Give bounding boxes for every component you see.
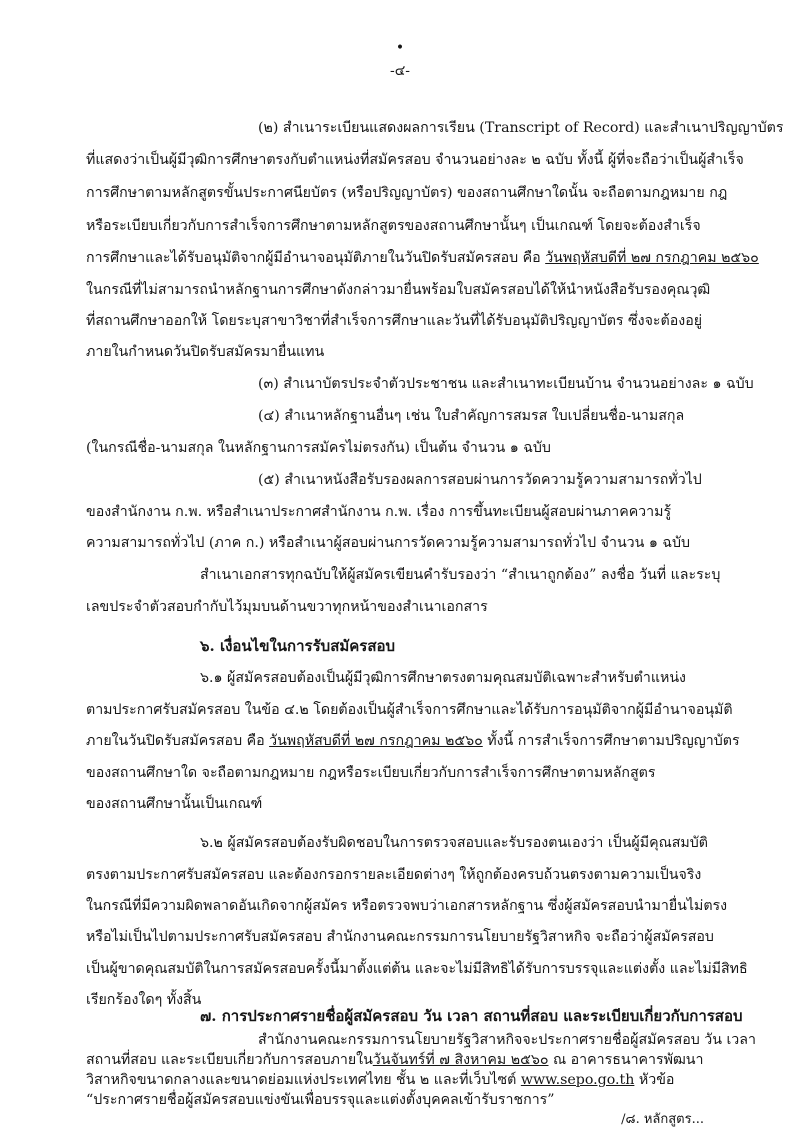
clause-6-1-line-4: ของสถานศึกษาใด จะถือตามกฎหมาย กฎหรือระเบียบเกี่ยวกับการสำเร็จการศึกษาตามหลักสูตร <box>86 765 656 781</box>
item-5-line-1: (๕) สำเนาหนังสือรับรองผลการสอบผ่านการวัดความรู้ความสามารถทั่วไป <box>258 472 702 488</box>
clause-6-1-line-3 <box>86 731 740 751</box>
clause-6-1-line-2: ตามประกาศรับสมัครสอบ ในข้อ ๔.๒ โดยต้องเป็นผู้สำเร็จการศึกษาและได้รับการอนุมัติจากผู้มีอำนาจอนุมัติ <box>86 702 733 718</box>
section-7-line-2-tail: ณ อาคารธนาคารพัฒนา <box>548 1052 704 1068</box>
clause-6-2-line-1: ๖.๒ ผู้สมัครสอบต้องรับผิดชอบในการตรวจสอบและรับรองตนเองว่า เป็นผู้มีคุณสมบัติ <box>200 835 708 851</box>
item-2-line-2: ที่แสดงว่าเป็นผู้มีวุฒิการศึกษาตรงกับตำแหน่งที่สมัครสอบ จำนวนอย่างละ ๒ ฉบับ ทั้งนี้ ผู้ที่จะถือว่าเป็นผู้สำเร็จ <box>86 152 744 168</box>
section-7-line-1: สำนักงานคณะกรรมการนโยบายรัฐวิสาหกิจจะประกาศรายชื่อผู้สมัครสอบ วัน เวลา <box>258 1032 756 1048</box>
clause-6-1-line-5: ของสถานศึกษานั้นเป็นเกณฑ์ <box>86 796 263 812</box>
section-7-line-3 <box>86 1070 674 1090</box>
item-4-line-1: (๔) สำเนาหลักฐานอื่นๆ เช่น ใบสำคัญการสมรส ใบเปลี่ยนชื่อ-นามสกุล <box>258 408 685 424</box>
note-line-1: สำเนาเอกสารทุกฉบับให้ผู้สมัครเขียนคำรับรองว่า “สำเนาถูกต้อง” ลงชื่อ วันที่ และระบุ <box>200 567 721 583</box>
section-7-line-2-text: สถานที่สอบ และระเบียบเกี่ยวกับการสอบภายใน <box>86 1052 373 1068</box>
item-2-line-6: ในกรณีที่ไม่สามารถนำหลักฐานการศึกษาดังกล่าวมายื่นพร้อมใบสมัครสอบได้ให้นำหนังสือรับรองคุณวุฒิ <box>86 282 711 298</box>
clause-6-2-line-3: ในกรณีที่มีความผิดพลาดอันเกิดจากผู้สมัคร หรือตรวจพบว่าเอกสารหลักฐาน ซึ่งผู้สมัครสอบนำมายื่นไม่ตรง <box>86 898 728 914</box>
section-7-line-3-text: วิสาหกิจขนาดกลางและขนาดย่อมแห่งประเทศไทย ชั้น ๒ และที่เว็บไซต์ <box>86 1072 521 1088</box>
item-2-line-7: ที่สถานศึกษาออกให้ โดยระบุสาขาวิชาที่สำเร็จการศึกษาและวันที่ได้รับอนุมัติปริญญาบัตร ซึ่งจะต้องอยู่ <box>86 313 703 329</box>
item-4-line-2: (ในกรณีชื่อ-นามสกุล ในหลักฐานการสมัครไม่ตรงกัน) เป็นต้น จำนวน ๑ ฉบับ <box>86 440 551 456</box>
footer-next: /๘. หลักสูตร... <box>621 1112 704 1127</box>
item-2-line-3: การศึกษาตามหลักสูตรขั้นประกาศนียบัตร (หรือปริญญาบัตร) ของสถานศึกษาใดนั้น จะถือตามกฎหมาย กฎ <box>86 185 728 201</box>
item-2-line-1: (๒) สำเนาระเบียนแสดงผลการเรียน (Transcript of Record) และสำเนาปริญญาบัตร <box>258 120 784 136</box>
clause-6-2-line-2: ตรงตามประกาศรับสมัครสอบ และต้องกรอกรายละเอียดต่างๆ ให้ถูกต้องครบถ้วนตรงตามความเป็นจริง <box>86 867 702 883</box>
item-2-line-5 <box>86 248 759 268</box>
clause-6-2-line-6: เรียกร้องใดๆ ทั้งสิ้น <box>86 992 202 1008</box>
item-2-line-4: หรือระเบียบเกี่ยวกับการสำเร็จการศึกษาตามหลักสูตรของสถานศึกษานั้นๆ เป็นเกณฑ์ โดยจะต้องสำเร็จ <box>86 218 701 234</box>
section-6-heading: ๖. เงื่อนไขในการรับสมัครสอบ <box>200 637 396 655</box>
page-number: -๔- <box>389 63 411 79</box>
item-2-line-5-text: การศึกษาและได้รับอนุมัติจากผู้มีอำนาจอนุมัติภายในวันปิดรับสมัครสอบ คือ <box>86 250 546 266</box>
clause-6-2-line-5: เป็นผู้ขาดคุณสมบัติในการสมัครสอบครั้งนี้มาตั้งแต่ต้น และจะไม่มีสิทธิได้รับการบรรจุและแต่งตั้ง และไม่มีสิทธิ <box>86 961 748 977</box>
deadline-date: วันพฤหัสบดีที่ ๒๗ กรกฎาคม ๒๕๖๐ <box>545 250 759 266</box>
clause-6-1-line-1: ๖.๑ ผู้สมัครสอบต้องเป็นผู้มีวุฒิการศึกษาตรงตามคุณสมบัติเฉพาะสำหรับตำแหน่ง <box>200 670 686 686</box>
announcement-date: วันจันทร์ที่ ๗ สิงหาคม ๒๕๖๐ <box>372 1052 549 1068</box>
item-2-line-8: ภายในกำหนดวันปิดรับสมัครมายื่นแทน <box>86 344 325 360</box>
item-3-line-1: (๓) สำเนาบัตรประจำตัวประชาชน และสำเนาทะเบียนบ้าน จำนวนอย่างละ ๑ ฉบับ <box>258 376 754 392</box>
clause-6-1-line-3-tail: ทั้งนี้ การสำเร็จการศึกษาตามปริญญาบัตร <box>482 733 740 749</box>
item-5-line-2: ของสำนักงาน ก.พ. หรือสำเนาประกาศสำนักงาน ก.พ. เรื่อง การขึ้นทะเบียนผู้สอบผ่านภาคความรู้ <box>86 504 672 520</box>
section-7-line-3-tail: หัวข้อ <box>634 1072 675 1088</box>
section-7-line-2 <box>86 1050 703 1070</box>
item-5-line-3: ความสามารถทั่วไป (ภาค ก.) หรือสำเนาผู้สอบผ่านการวัดความรู้ความสามารถทั่วไป จำนวน ๑ ฉบับ <box>86 535 691 551</box>
note-line-2: เลขประจำตัวสอบกำกับไว้มุมบนด้านขวาทุกหน้าของสำเนาเอกสาร <box>86 599 488 615</box>
section-7-heading: ๗. การประกาศรายชื่อผู้สมัครสอบ วัน เวลา สถานที่สอบ และระเบียบเกี่ยวกับการสอบ <box>200 1007 743 1025</box>
section-7-line-4 <box>86 1090 555 1110</box>
clause-6-2-line-4: หรือไม่เป็นไปตามประกาศรับสมัครสอบ สำนักงานคณะกรรมการนโยบายรัฐวิสาหกิจ จะถือว่าผู้สมัครสอบ <box>86 929 714 945</box>
section-7-line-4-text: “ประกาศรายชื่อผู้สมัครสอบแข่งขันเพื่อบรรจุและแต่งตั้งบุคคลเข้ารับราชการ” <box>86 1092 555 1108</box>
website-link[interactable]: www.sepo.go.th <box>520 1072 635 1088</box>
clause-6-1-line-3-text: ภายในวันปิดรับสมัครสอบ คือ <box>86 733 270 749</box>
deadline-date: วันพฤหัสบดีที่ ๒๗ กรกฎาคม ๒๕๖๐ <box>269 733 483 749</box>
page-dot: • <box>395 40 405 56</box>
